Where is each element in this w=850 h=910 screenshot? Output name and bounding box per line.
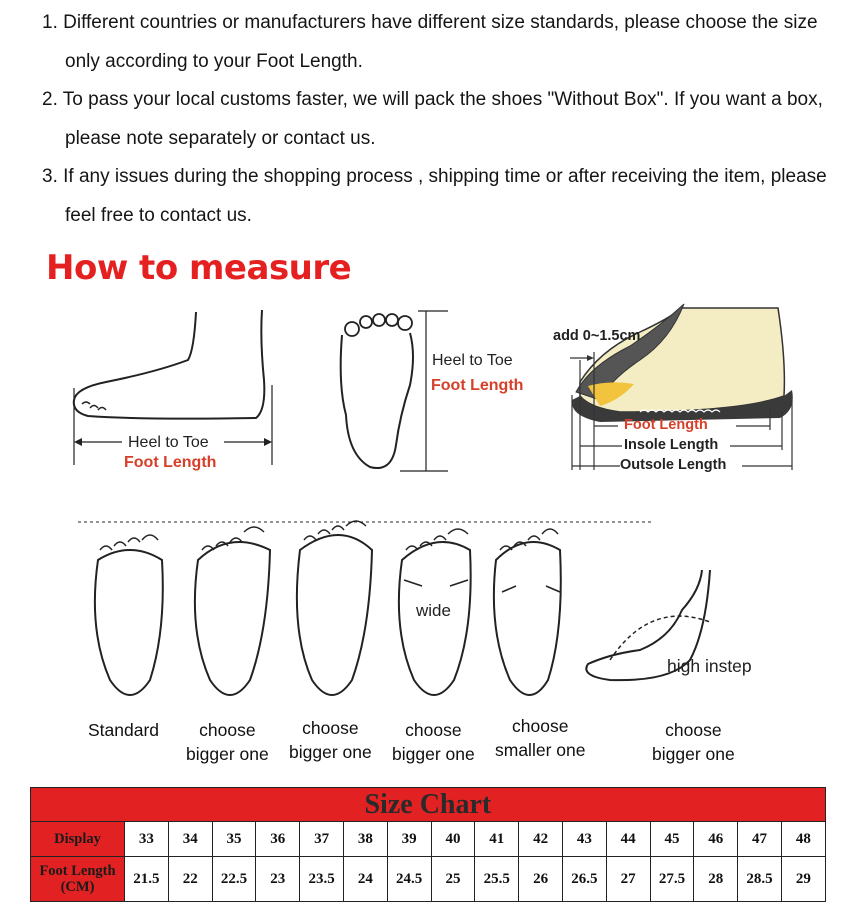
display-cell: 36 [256, 822, 300, 857]
foot-length-cell: 27.5 [650, 857, 694, 902]
size-chart-header-row [31, 788, 826, 822]
foot-length-cell: 22 [168, 857, 212, 902]
shoe-add-label: add 0~1.5cm [553, 328, 641, 344]
note-3-line2: feel free to contact us. [65, 204, 252, 226]
foot-type-2-caption [186, 718, 269, 766]
shoe-outsole-length-label: Outsole Length [620, 457, 727, 473]
foot-type-3-line2: bigger one [289, 742, 372, 762]
foot-type-4-line1: choose [405, 720, 462, 740]
display-cell: 43 [562, 822, 606, 857]
note-1-line2: only according to your Foot Length. [65, 50, 363, 72]
note-3-line1: 3. If any issues during the shopping process , shipping time or after receiving the item, please [42, 166, 827, 187]
wide-label: wide [416, 601, 451, 620]
foot-length-cell: 26 [519, 857, 563, 902]
foot-type-2-line2: bigger one [186, 744, 269, 764]
display-cell: 35 [212, 822, 256, 857]
foot-type-4-caption [392, 718, 475, 766]
foot-length-cell: 24.5 [387, 857, 431, 902]
foot-type-6-line2: bigger one [652, 744, 735, 764]
note-2 [42, 81, 832, 158]
display-cell: 39 [387, 822, 431, 857]
display-cell: 34 [168, 822, 212, 857]
display-cell: 44 [606, 822, 650, 857]
display-cell: 38 [343, 822, 387, 857]
shoe-foot-length-label: Foot Length [624, 417, 708, 433]
foot-length-cell: 28.5 [738, 857, 782, 902]
display-cell: 48 [781, 822, 825, 857]
foot-length-cell: 28 [694, 857, 738, 902]
side-heel-to-toe-label: Heel to Toe [128, 434, 209, 451]
foot-type-4-line2: bigger one [392, 744, 475, 764]
foot-length-row [31, 857, 826, 902]
foot-length-cell: 29 [781, 857, 825, 902]
foot-length-cell: 21.5 [125, 857, 169, 902]
size-chart-table [30, 787, 826, 902]
note-3 [42, 158, 832, 235]
display-cell: 45 [650, 822, 694, 857]
display-cell: 37 [300, 822, 344, 857]
display-cell: 46 [694, 822, 738, 857]
shoe-insole-length-label: Insole Length [624, 437, 719, 453]
display-row [31, 822, 826, 857]
foot-length-cell: 24 [343, 857, 387, 902]
notes [42, 4, 832, 235]
display-cell: 42 [519, 822, 563, 857]
foot-length-label: Foot Length (CM) [31, 857, 125, 902]
sole-heel-to-toe-label: Heel to Toe [432, 352, 513, 369]
foot-length-cell: 23.5 [300, 857, 344, 902]
foot-type-5-line1: choose [512, 716, 569, 736]
foot-type-standard-caption [88, 718, 159, 742]
foot-length-cell: 22.5 [212, 857, 256, 902]
display-cell: 40 [431, 822, 475, 857]
foot-length-cell: 23 [256, 857, 300, 902]
foot-type-5-line2: smaller one [495, 740, 586, 760]
foot-type-2-line1: choose [199, 720, 256, 740]
note-2-line2: please note separately or contact us. [65, 127, 376, 149]
display-cell: 41 [475, 822, 519, 857]
note-1-line1: 1. Different countries or manufacturers have different size standards, please choose the size [42, 12, 818, 33]
foot-type-1-line2: Standard [88, 720, 160, 740]
display-label: Display [31, 822, 125, 857]
foot-type-3-line1: choose [302, 718, 359, 738]
foot-type-6-line1: choose [665, 720, 722, 740]
sole-foot-length-label: Foot Length [431, 377, 524, 394]
foot-type-6-caption [652, 718, 735, 766]
high-instep-label: high instep [667, 656, 752, 676]
foot-type-5-caption [495, 714, 585, 762]
foot-length-cell: 27 [606, 857, 650, 902]
foot-length-cell: 25 [431, 857, 475, 902]
foot-length-cell: 26.5 [562, 857, 606, 902]
foot-type-3-caption [289, 716, 372, 764]
display-cell: 33 [125, 822, 169, 857]
display-cell: 47 [738, 822, 782, 857]
note-2-line1: 2. To pass your local customs faster, we will pack the shoes "Without Box". If you want a box, [42, 89, 823, 110]
note-1 [42, 4, 832, 81]
size-chart-title: Size Chart [31, 788, 826, 822]
foot-length-cell: 25.5 [475, 857, 519, 902]
how-to-measure-title: How to measure [46, 248, 352, 288]
side-foot-length-label: Foot Length [124, 454, 217, 471]
